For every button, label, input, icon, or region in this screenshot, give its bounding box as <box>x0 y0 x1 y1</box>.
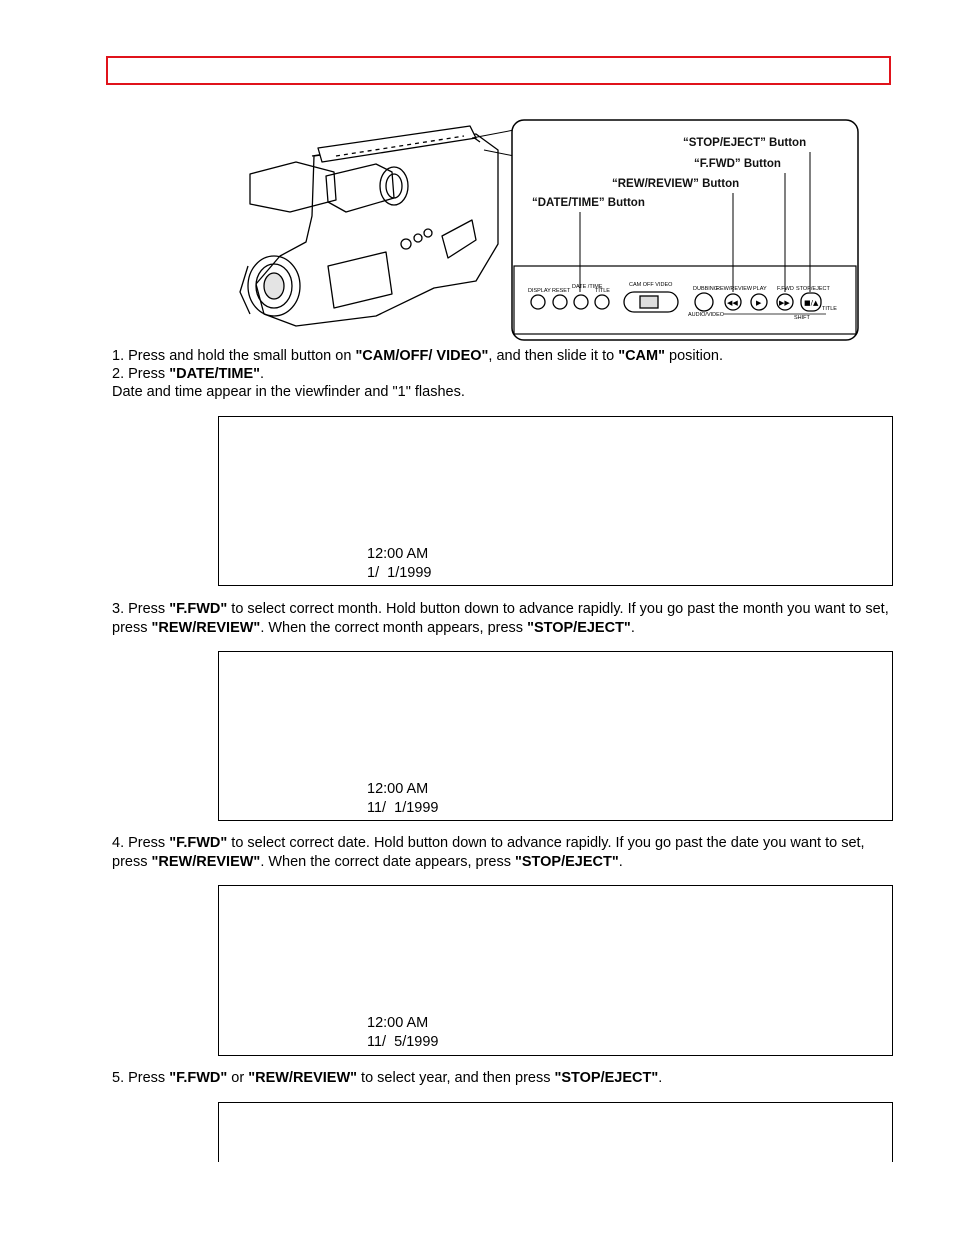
step-4-bold-2: "REW/REVIEW" <box>151 853 261 870</box>
leader-line <box>472 130 514 156</box>
step-4-mid-2: . When the correct date appears, press <box>260 853 515 870</box>
title-button-graphic <box>595 295 609 309</box>
label-display: DISPLAY <box>528 288 551 294</box>
callout-stop-eject: “STOP/EJECT” Button <box>683 137 807 149</box>
header-banner <box>106 56 891 85</box>
step-5-bold-2: "REW/REVIEW" <box>248 1070 358 1086</box>
label-switch: CAM OFF VIDEO <box>629 282 673 288</box>
step-1-bold-1: "CAM/OFF/ VIDEO" <box>355 348 489 364</box>
label-ffwd: F.FWD <box>777 286 794 292</box>
step-4-bold-1: "F.FWD" <box>169 835 228 851</box>
reset-button-graphic <box>553 295 567 309</box>
viewfinder-display-1 <box>218 416 893 586</box>
stop-eject-icon: ■/▲ <box>804 299 819 307</box>
viewfinder-display-4 <box>218 1102 893 1162</box>
step-3-post: . <box>630 619 635 636</box>
step-4-text <box>112 834 894 871</box>
step-2-post: . <box>260 366 265 382</box>
step-4-mid-1: to select correct date. Hold button down to advance rapidly. If you go past the date you want to set, press <box>112 835 865 870</box>
dubbing-button-graphic <box>695 293 713 311</box>
step-2-text <box>112 365 894 384</box>
step-2-note: Date and time appear in the viewfinder and "1" flashes. <box>112 384 465 400</box>
label-stop-eject: STOP/EJECT <box>796 286 830 292</box>
lens-glass <box>264 273 284 299</box>
label-play: PLAY <box>753 286 767 292</box>
side-panel <box>328 252 392 308</box>
label-audio-video: AUDIO/VIDEO <box>688 312 725 318</box>
step-1-pre: 1. Press and hold the small button on <box>112 348 356 364</box>
display-3-time: 12:00 AM <box>367 1015 429 1031</box>
control-dial-3 <box>424 229 432 237</box>
viewfinder-outline <box>250 162 336 212</box>
step-3-pre: 3. Press <box>112 601 170 617</box>
play-icon: ▶ <box>756 299 762 307</box>
step-1-text <box>112 347 894 366</box>
step-5-post: . <box>658 1070 663 1086</box>
step-5-bold-3: "STOP/EJECT" <box>554 1070 659 1086</box>
display-button-graphic <box>531 295 545 309</box>
display-1-date: 1/ 1/1999 <box>367 565 432 581</box>
step-1-mid: , and then slide it to <box>488 348 619 364</box>
step-5-mid-2: to select year, and then press <box>357 1070 555 1086</box>
camcorder-illustration <box>236 116 862 344</box>
label-title-right: TITLE <box>822 306 837 312</box>
rewind-icon: ◀◀ <box>727 299 738 307</box>
label-dubbing: DUBBING <box>693 286 719 292</box>
label-reset: RESET <box>552 288 571 294</box>
battery-slot <box>442 220 476 258</box>
step-5-text <box>112 1069 894 1088</box>
callout-ffwd: “F.FWD” Button <box>694 158 781 170</box>
step-3-mid-2: . When the correct month appears, press <box>260 619 528 636</box>
date-time-button-graphic <box>574 295 588 309</box>
step-3-text <box>112 600 894 637</box>
step-2-pre: 2. Press <box>112 366 170 382</box>
callout-rew-review: “REW/REVIEW” Button <box>612 178 740 190</box>
eyecup <box>380 167 408 205</box>
display-2-time: 12:00 AM <box>367 781 429 797</box>
label-rew-review: REW/REVIEW <box>716 286 753 292</box>
step-1-post: position. <box>664 348 724 364</box>
step-3-bold-1: "F.FWD" <box>169 601 228 617</box>
display-3-date: 11/ 5/1999 <box>367 1034 439 1050</box>
label-title: TITLE <box>595 288 610 294</box>
step-3-bold-2: "REW/REVIEW" <box>151 619 261 636</box>
step-5-mid-1: or <box>227 1070 249 1086</box>
step-4-bold-3: "STOP/EJECT" <box>515 853 619 870</box>
display-2-date: 11/ 1/1999 <box>367 800 439 816</box>
viewfinder-barrel <box>326 164 394 212</box>
step-3-mid-1: to select correct month. Hold button down to advance rapidly. If you go past the month you want to set, press <box>112 601 889 636</box>
display-1-time: 12:00 AM <box>367 546 429 562</box>
step-5-bold-1: "F.FWD" <box>169 1070 228 1086</box>
fast-forward-icon: ▶▶ <box>779 299 790 307</box>
step-4-post: . <box>618 853 623 870</box>
viewfinder-display-3 <box>218 885 893 1056</box>
callout-date-time: “DATE/TIME” Button <box>532 197 645 209</box>
label-date-time: DATE /TIME <box>572 284 603 290</box>
control-dial-1 <box>401 239 411 249</box>
step-4-pre: 4. Press <box>112 835 170 851</box>
step-5-pre: 5. Press <box>112 1070 170 1086</box>
step-2-bold-1: "DATE/TIME" <box>169 366 261 382</box>
button-strip <box>318 126 476 162</box>
control-dial-2 <box>414 234 422 242</box>
label-shift: SHIFT <box>794 315 810 321</box>
viewfinder-display-2 <box>218 651 893 821</box>
step-3-bold-3: "STOP/EJECT" <box>527 619 631 636</box>
step-1-bold-2: "CAM" <box>618 348 665 364</box>
